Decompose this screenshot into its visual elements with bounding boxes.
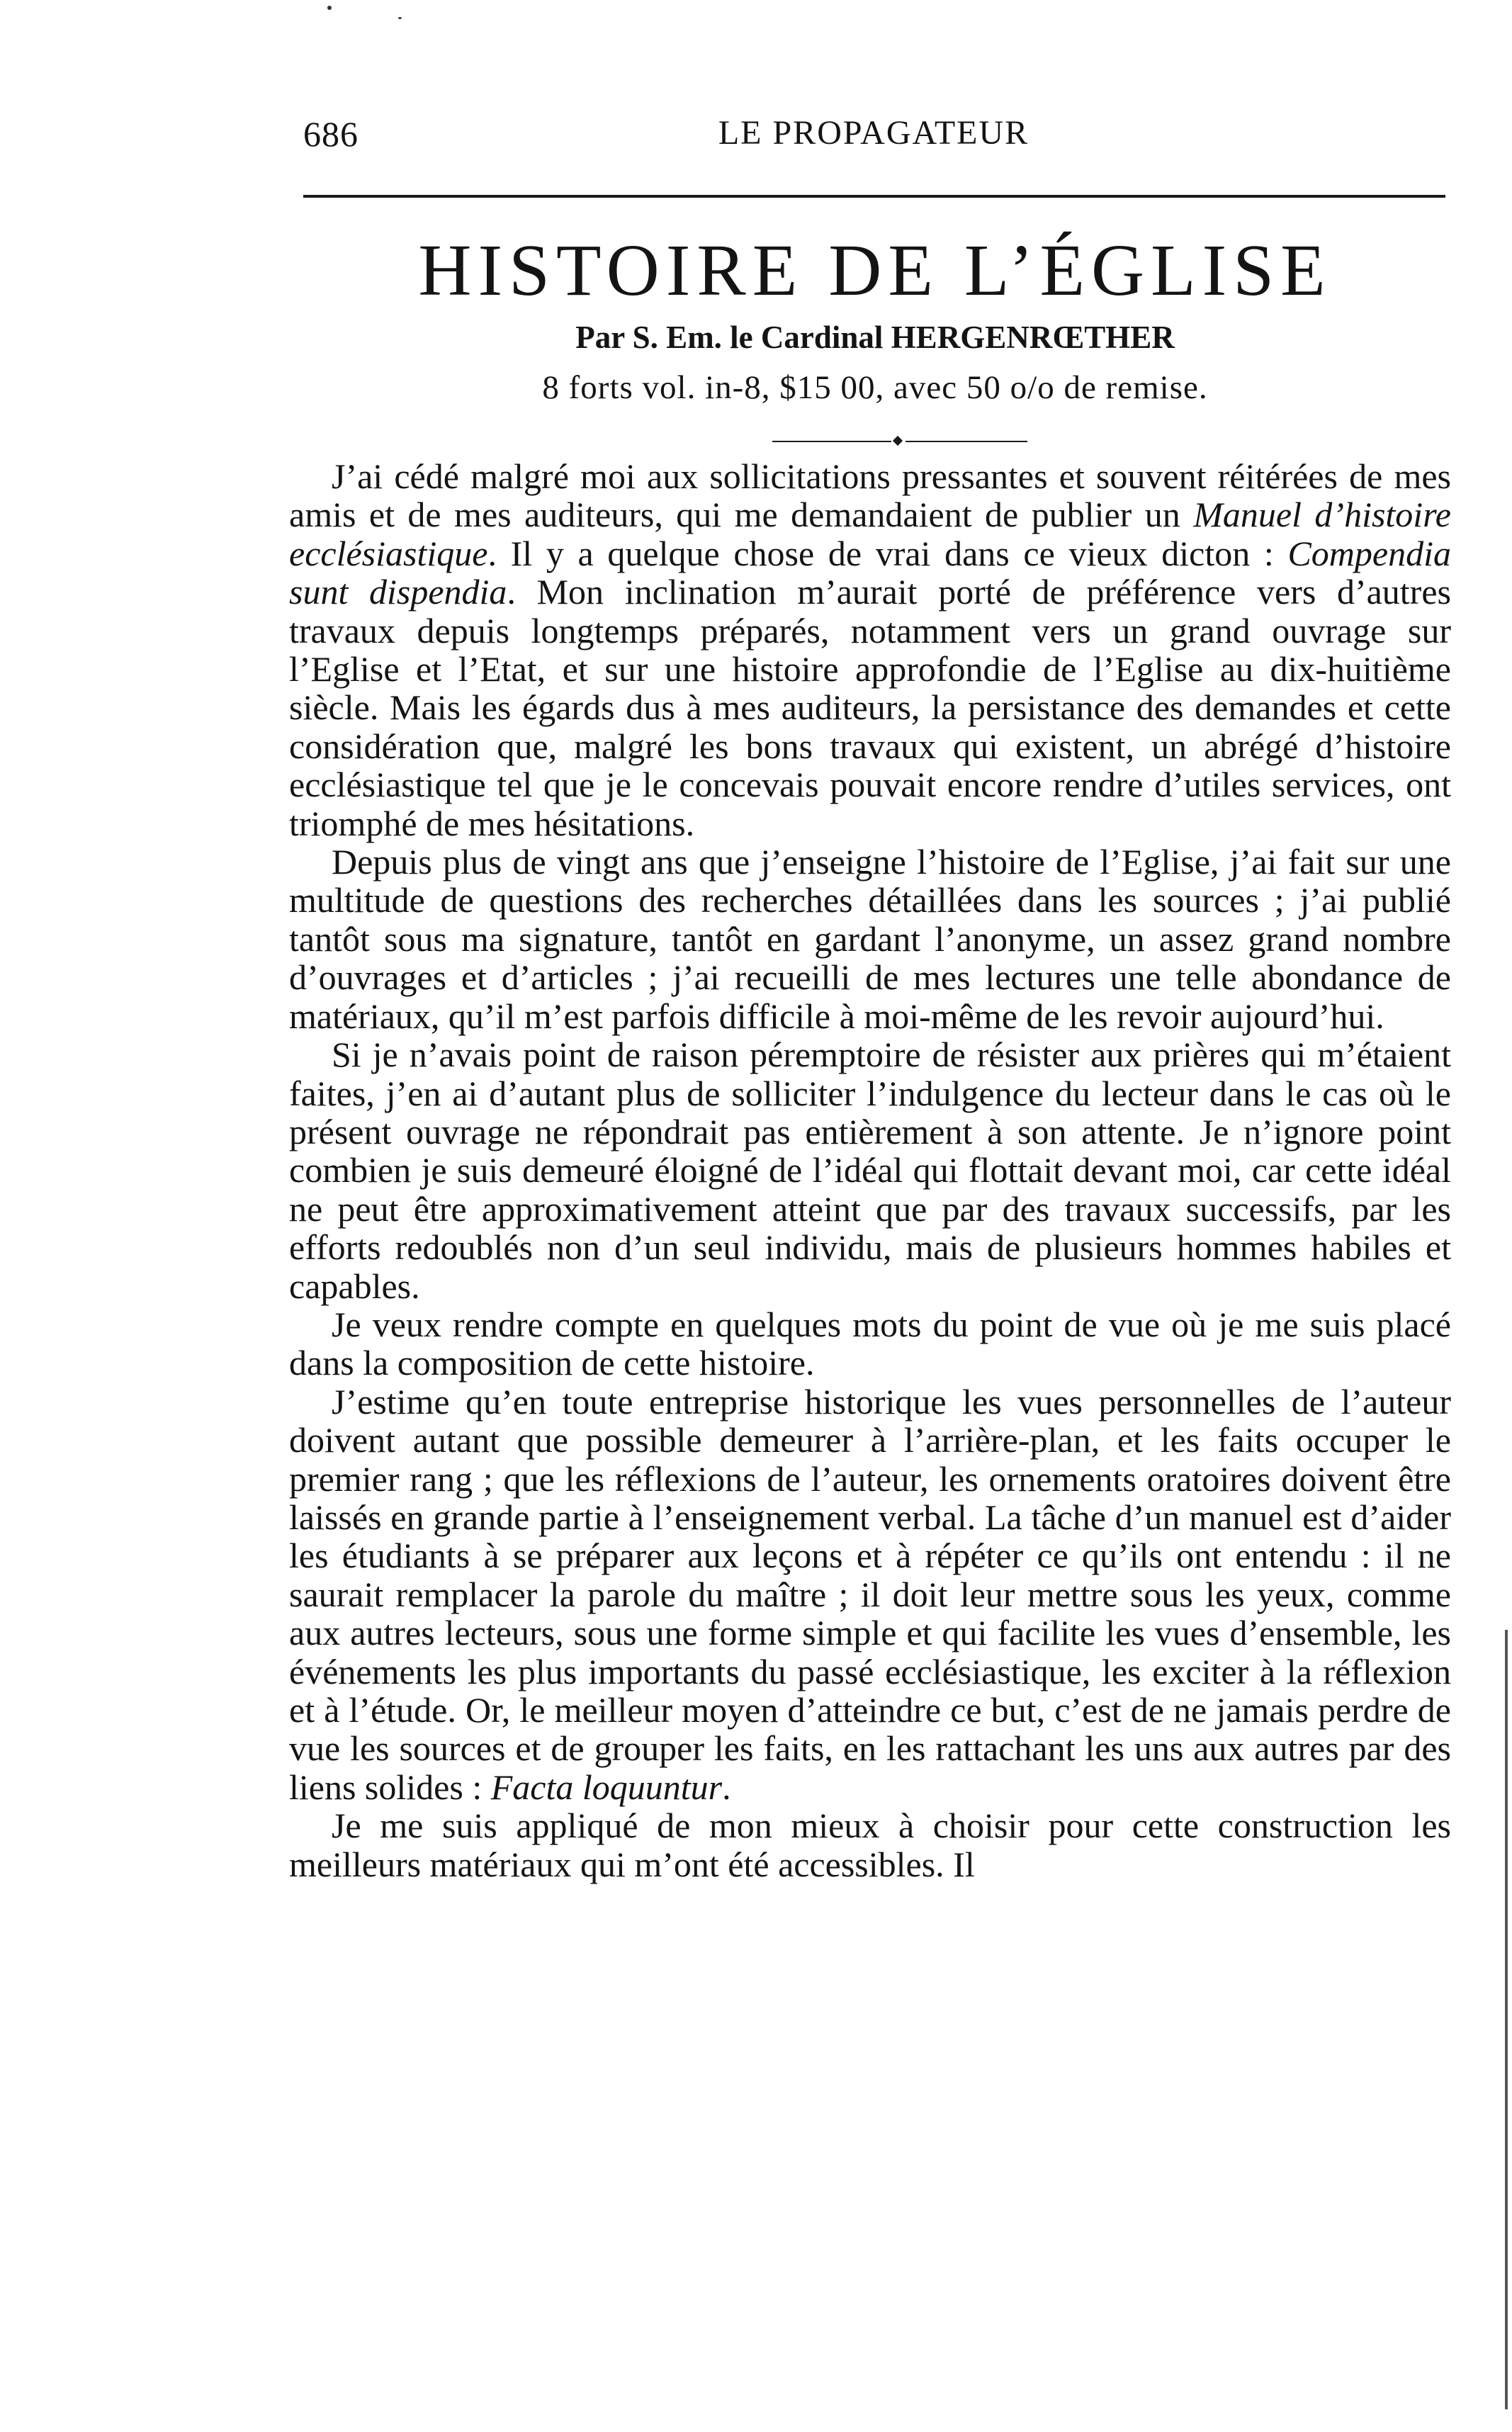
scan-edge-mark — [1505, 1630, 1508, 2409]
paragraph-5-text-start: J’estime qu’en toute entreprise historique les vues personnelles de l’auteur doivent autant que possible demeurer à l’arrière-plan, et les faits occuper le premier rang ; que les réflexions de l’auteur, les ornements oratoires doivent être laissés en grande partie à l’enseignement verbal. La tâche d’un manuel est d’aider les étudiants à se préparer aux leçons et à répéter ce qu’ils ont entendu : il ne saurait remplacer la parole du maître ; il doit leur mettre sous les yeux, comme aux autres lecteurs, sous une forme simple et qui facilite les vues d’ensemble, les événements les plus importants du passé ecclésiastique, les exciter à la réflexion et à l’étude. Or, le meilleur moyen d’atteindre ce but, c’est de ne jamais perdre de vue les sources et de grouper les faits, en les rattachant les uns aux autres par des liens solides : — [289, 1381, 1451, 1807]
ornament-diamond-icon — [893, 436, 903, 446]
paragraph-1-text-end: . Mon inclination m’aurait porté de préférence vers d’autres travaux depuis longtemps préparés, notamment vers un grand ouvrage sur l’Eglise et l’Etat, et sur une histoire approfondie de l’Eglise au dix-huitième siècle. Mais les égards dus à mes auditeurs, la persistance des demandes et cette considération que, malgré les bons travaux qui existent, un abrégé d’histoire ecclésiastique tel que je le concevais pouvait encore rendre d’utiles services, ont triomphé de mes hésitations. — [289, 572, 1451, 843]
paragraph-4: Je veux rendre compte en quelques mots du point de vue où je me suis placé dans la composition de cette histoire. — [289, 1304, 1451, 1383]
paragraph-2: Depuis plus de vingt ans que j’enseigne l’histoire de l’Eglise, j’ai fait sur une multitude de questions des recherches détaillées dans les sources ; j’ai publié tantôt sous ma signature, tantôt en gardant l’anonyme, un assez grand nombre d’ouvrages et d’articles ; j’ai recueilli de mes lectures une telle abondance de matériaux, qu’il m’est parfois difficile à moi-même de les revoir aujourd’hui. — [289, 842, 1451, 1036]
article-body — [289, 457, 1451, 1884]
running-head — [303, 113, 1444, 170]
ornament-divider — [772, 437, 1027, 446]
paragraph-1-text-middle: . Il y a quelque chose de vrai dans ce vieux dicton : — [487, 533, 1288, 573]
italic-dictum: Facta loquuntur — [490, 1767, 723, 1807]
paragraph-5-text-end: . — [722, 1767, 731, 1807]
paragraph-5 — [289, 1383, 1451, 1806]
article-title: HISTOIRE DE L’ÉGLISE — [418, 230, 1332, 311]
paragraph-6: Je me suis appliqué de mon mieux à choisir pour cette construction les meilleurs matériaux qui m’ont été accessibles. Il — [289, 1806, 1451, 1884]
print-speck — [398, 17, 402, 19]
page-number: 686 — [303, 114, 359, 154]
article-byline: Par S. Em. le Cardinal HERGENRŒTHER — [575, 320, 1175, 355]
paragraph-1-text-start: J’ai cédé malgré moi aux sollicitations pressantes et souvent réitérées de mes amis et de mes auditeurs, qui me demandaient de publier un — [289, 456, 1451, 535]
running-title: LE PROPAGATEUR — [718, 114, 1029, 152]
edition-info: 8 forts vol. in-8, $15 00, avec 50 o/o de remise. — [542, 369, 1208, 406]
paragraph-1 — [289, 457, 1451, 843]
ornament-rule-right — [905, 441, 1027, 442]
paragraph-3: Si je n’avais point de raison péremptoire de résister aux prières qui m’étaient faites, j’en ai d’autant plus de solliciter l’indulgence du lecteur dans le cas où le présent ouvrage ne répondrait pas entièrement à son attente. Je n’ignore point combien je suis demeuré éloigné de l’idéal qui flottait devant moi, car cette idéal ne peut être approximativement atteint que par des travaux successifs, par les efforts redoublés non d’un seul individu, mais de plusieurs hommes habiles et capables. — [289, 1035, 1451, 1306]
header-rule — [303, 195, 1445, 198]
ornament-rule-left — [772, 441, 891, 442]
print-speck — [327, 6, 332, 10]
italic-dictum: Compendia sunt dispendia — [289, 533, 1451, 612]
italic-title: Manuel d’histoire ecclésiastique — [289, 495, 1451, 573]
